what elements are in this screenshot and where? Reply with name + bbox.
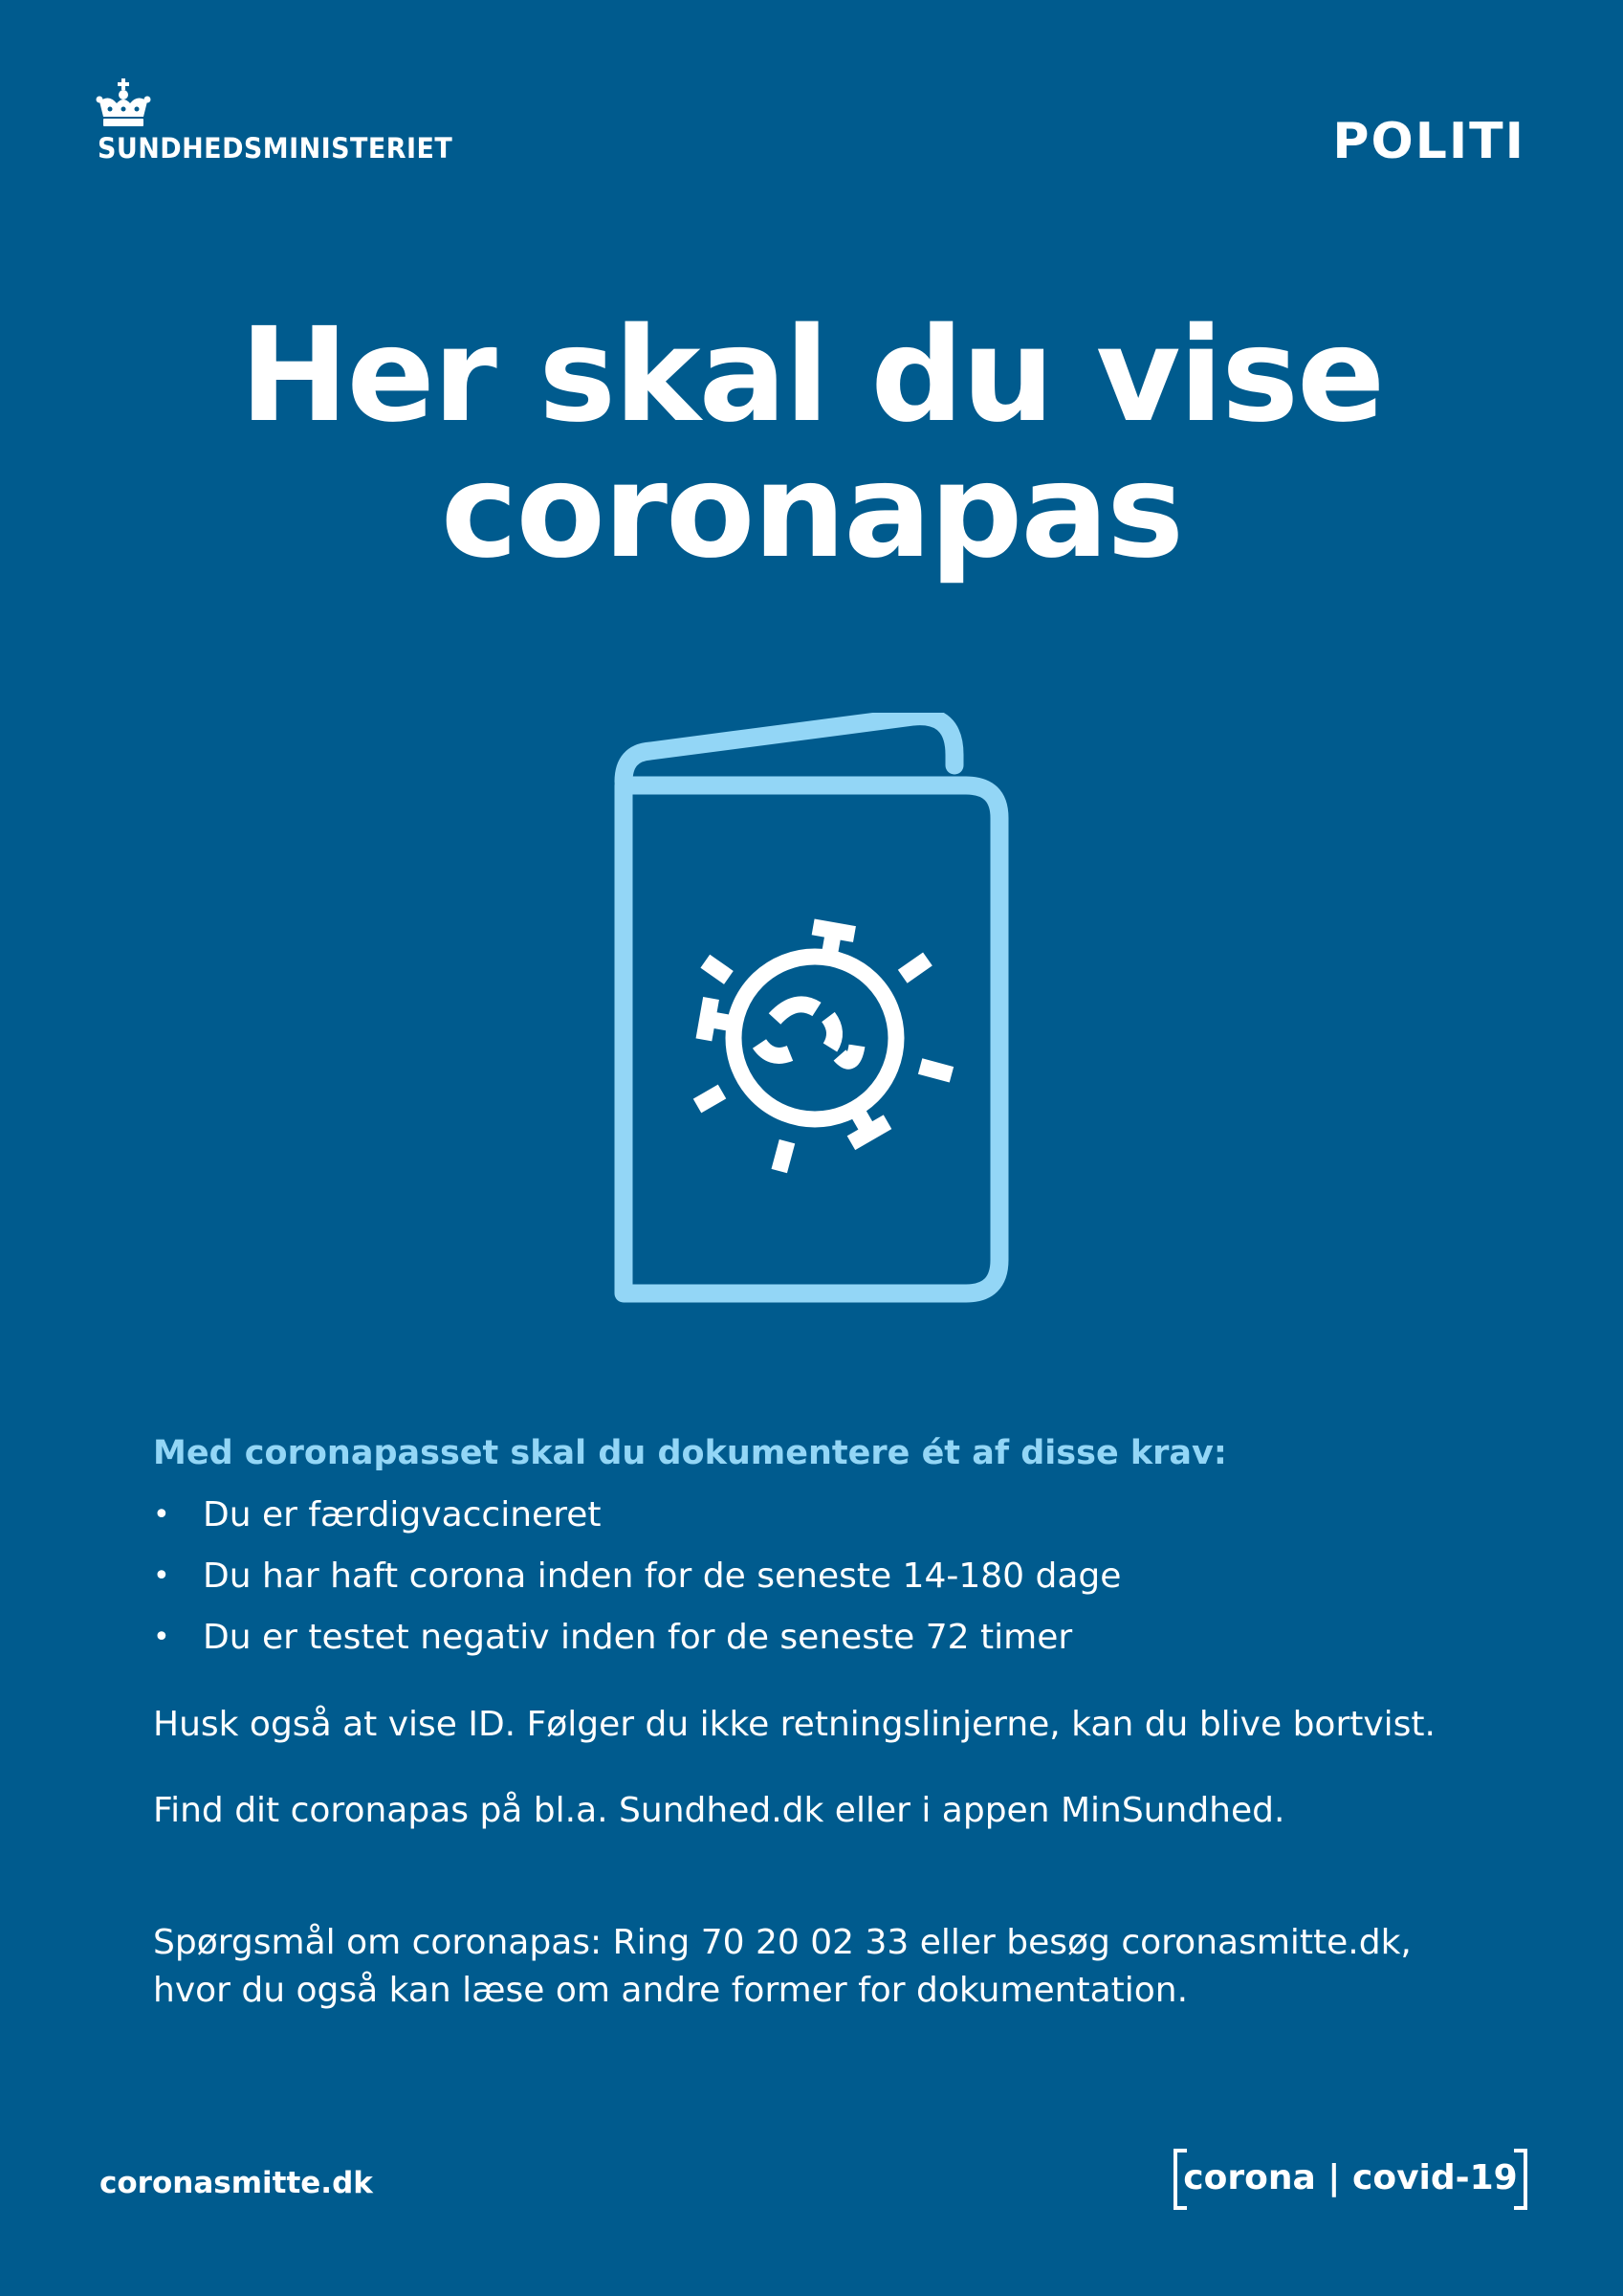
list-item bbox=[153, 1485, 1530, 1546]
bullet-icon: • bbox=[153, 1498, 170, 1532]
list-item bbox=[153, 1546, 1530, 1607]
campaign-logo bbox=[1173, 2149, 1527, 2212]
headline-line-1: Her skal du vise bbox=[239, 300, 1384, 452]
footer-website: coronasmitte.dk bbox=[99, 2166, 373, 2200]
requirement-text: Du er færdigvaccineret bbox=[203, 1495, 602, 1534]
requirements-intro: Med coronapasset skal du dokumentere ét af disse krav: bbox=[153, 1434, 1227, 1472]
royal-crown-icon bbox=[96, 78, 151, 128]
ministry-name: SUNDHEDSMINISTERIET bbox=[98, 132, 453, 165]
headline-line-2: coronapas bbox=[440, 436, 1183, 587]
list-item bbox=[153, 1607, 1530, 1668]
campaign-label: corona | covid-19 bbox=[1183, 2158, 1518, 2197]
right-bracket-icon bbox=[1514, 2149, 1527, 2210]
requirement-text: Du har haft corona inden for de seneste 14-180 dage bbox=[203, 1556, 1122, 1596]
bullet-icon: • bbox=[153, 1559, 170, 1593]
corona-passport-icon bbox=[603, 713, 1033, 1306]
bullet-icon: • bbox=[153, 1621, 170, 1654]
police-logo: POLITI bbox=[1332, 113, 1525, 170]
id-notice: Husk også at vise ID. Følger du ikke retningslinjerne, kan du blive bortvist. bbox=[153, 1705, 1436, 1744]
questions-line-2: hvor du også kan læse om andre former for dokumentation. bbox=[153, 1971, 1189, 2010]
questions-line-1: Spørgsmål om coronapas: Ring 70 20 02 33 eller besøg coronasmitte.dk, bbox=[153, 1923, 1412, 1962]
requirements-section bbox=[153, 1429, 1530, 2015]
requirements-list bbox=[153, 1485, 1530, 1668]
find-pass-notice: Find dit coronapas på bl.a. Sundhed.dk eller i appen MinSundhed. bbox=[153, 1791, 1285, 1830]
headline bbox=[0, 300, 1623, 587]
requirement-text: Du er testet negativ inden for de seneste 72 timer bbox=[203, 1618, 1073, 1657]
